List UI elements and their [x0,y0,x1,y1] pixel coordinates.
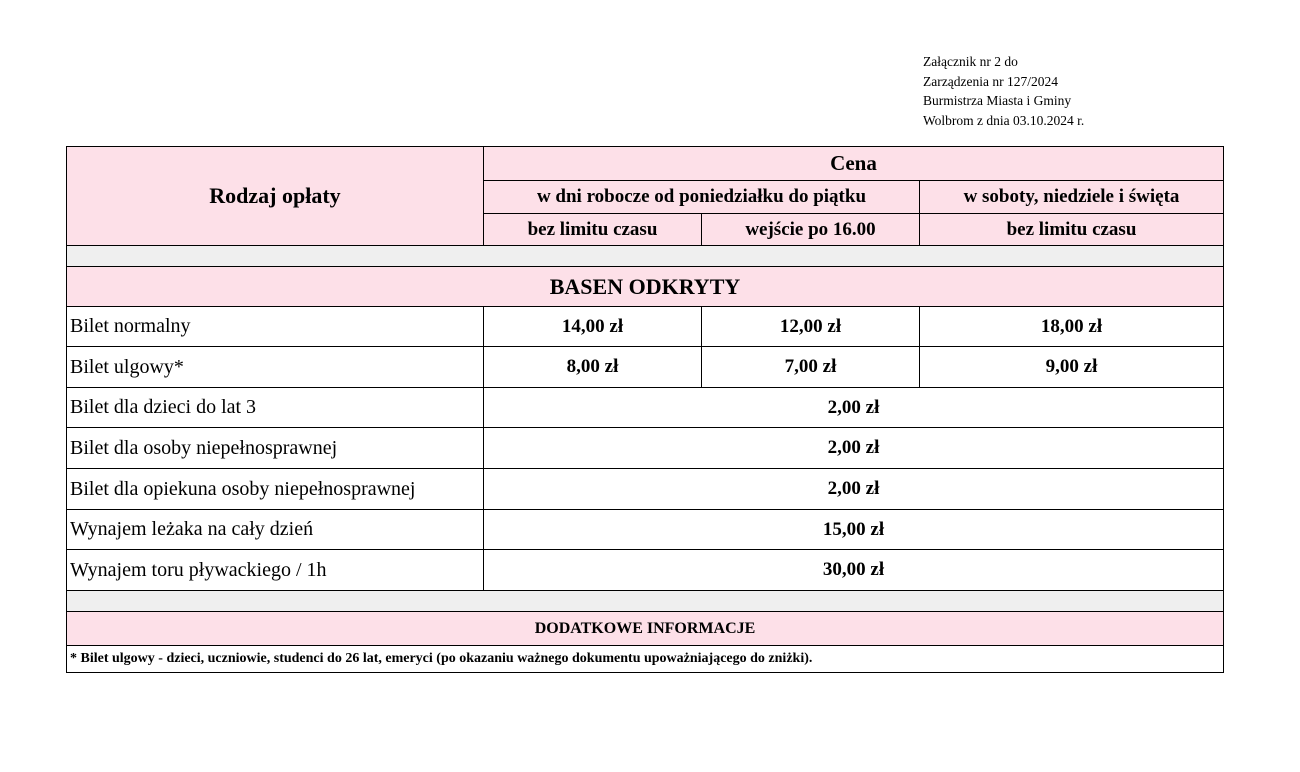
weekdays-header: w dni robocze od poniedziałku do piątku [484,181,920,214]
after-16-header: wejście po 16.00 [702,214,920,246]
row-label: Wynajem toru pływackiego / 1h [67,550,484,591]
row-label: Wynajem leżaka na cały dzień [67,510,484,550]
price-weekday: 14,00 zł [484,307,702,347]
table-row [67,307,1224,347]
price-after-16: 12,00 zł [702,307,920,347]
row-label: Bilet normalny [67,307,484,347]
no-limit-weekday-header: bez limitu czasu [484,214,702,246]
row-label: Bilet dla opiekuna osoby niepełnosprawnej [67,469,484,510]
table-row [67,428,1224,469]
fee-type-header: Rodzaj opłaty [67,147,484,246]
annex-line-2: Zarządzenia nr 127/2024 [923,73,1058,89]
price-header: Cena [484,147,1224,181]
row-price: 2,00 zł [484,469,1224,510]
annex-line-4: Wolbrom z dnia 03.10.2024 r. [923,112,1085,128]
table-row [67,347,1224,388]
spacer-row [67,246,1224,267]
row-price: 2,00 zł [484,428,1224,469]
table-row [67,550,1224,591]
table-row [67,388,1224,428]
price-weekend: 18,00 zł [920,307,1224,347]
price-weekday: 8,00 zł [484,347,702,388]
section-title: BASEN ODKRYTY [67,267,1224,307]
footnote: * Bilet ulgowy - dzieci, uczniowie, studenci do 26 lat, emeryci (po okazaniu ważnego dokumentu upoważniającego do zniżki). [67,646,1224,673]
price-weekend: 9,00 zł [920,347,1224,388]
row-label: Bilet ulgowy* [67,347,484,388]
info-title: DODATKOWE INFORMACJE [67,612,1224,646]
annex-line-3: Burmistrza Miasta i Gminy [923,93,1072,108]
spacer-row [67,591,1224,612]
row-price: 15,00 zł [484,510,1224,550]
price-after-16: 7,00 zł [702,347,920,388]
table-row [67,510,1224,550]
weekends-header: w soboty, niedziele i święta [920,181,1224,214]
table-row [67,469,1224,510]
row-label: Bilet dla osoby niepełnosprawnej [67,428,484,469]
annex-note [923,52,1084,130]
fee-table [66,146,1224,673]
no-limit-weekend-header: bez limitu czasu [920,214,1224,246]
annex-line-1: Załącznik nr 2 do [923,54,1018,69]
row-price: 2,00 zł [484,388,1224,428]
row-label: Bilet dla dzieci do lat 3 [67,388,484,428]
row-price: 30,00 zł [484,550,1224,591]
